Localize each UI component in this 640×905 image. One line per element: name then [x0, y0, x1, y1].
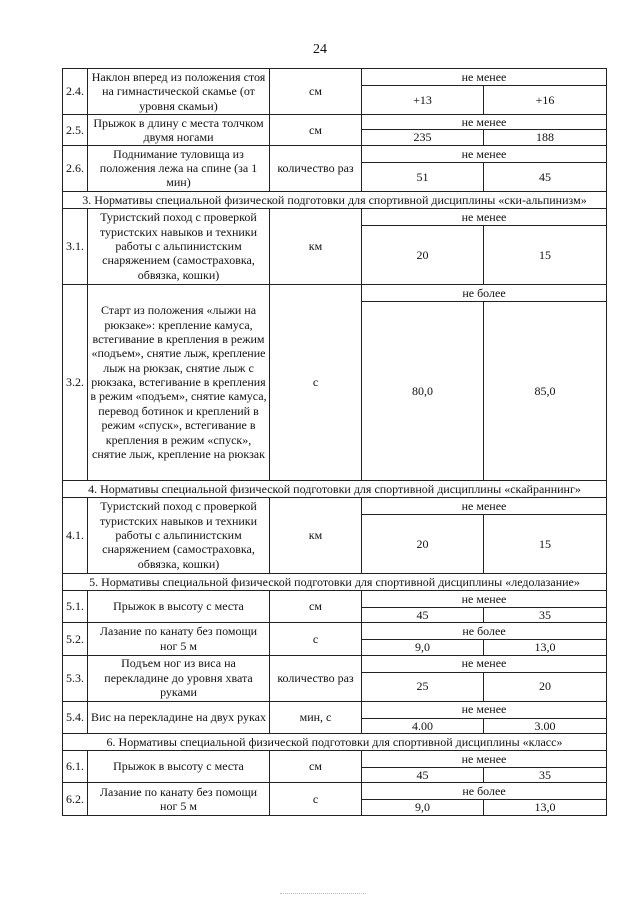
table-row	[63, 623, 607, 640]
value-male: 20	[362, 514, 484, 573]
section-row	[63, 733, 607, 750]
norm-header: не менее	[362, 115, 607, 130]
table-row	[63, 783, 607, 800]
value-female: +16	[484, 86, 607, 115]
unit: мин, с	[270, 701, 362, 733]
table-row	[63, 750, 607, 767]
table-row	[63, 284, 607, 301]
value-female: 35	[484, 607, 607, 622]
norms-table	[62, 68, 607, 816]
value-female: 188	[484, 130, 607, 145]
norm-header: не более	[362, 783, 607, 800]
value-male: 45	[362, 767, 484, 782]
value-female: 15	[484, 225, 607, 284]
test-name: Туристский поход с проверкой туристских навыков и техники работы с альпинистским снаряжением (самостраховка, обвязка, кошки)	[88, 208, 270, 284]
unit: км	[270, 497, 362, 573]
unit: см	[270, 750, 362, 782]
norm-header: не менее	[362, 208, 607, 225]
test-name: Старт из положения «лыжи на рюкзаке»: крепление камуса, встегивание в крепления в режим «подъем», снятие лыж, крепление лыж на рюкзак, снятие лыж с рюкзака, встегивание в крепления в режим «подъем», снятие камуса, перевод ботинок и креплений в режим «спуск», встегивание в крепления в режим «спуск», снятие лыж, крепление на рюкзак	[88, 284, 270, 480]
test-name: Туристский поход с проверкой туристских навыков и техники работы с альпинистским снаряжением (самостраховка, обвязка, кошки)	[88, 497, 270, 573]
item-number: 3.2.	[63, 284, 88, 480]
norm-header: не менее	[362, 497, 607, 514]
value-female: 20	[484, 672, 607, 701]
value-female: 3.00	[484, 718, 607, 733]
value-male: 235	[362, 130, 484, 145]
norm-header: не менее	[362, 590, 607, 607]
table-row	[63, 701, 607, 718]
table-row	[63, 497, 607, 514]
test-name: Прыжок в высоту с места	[88, 750, 270, 782]
table-row	[63, 115, 607, 130]
norm-header: не менее	[362, 701, 607, 718]
value-male: 80,0	[362, 301, 484, 480]
item-number: 3.1.	[63, 208, 88, 284]
test-name: Лазание по канату без помощи ног 5 м	[88, 623, 270, 655]
section-title: 4. Нормативы специальной физической подготовки для спортивной дисциплины «скайраннинг»	[63, 480, 607, 497]
value-male: 51	[362, 162, 484, 191]
table-row	[63, 145, 607, 162]
test-name: Прыжок в длину с места толчком двумя ногами	[88, 115, 270, 146]
unit: см	[270, 115, 362, 146]
unit: с	[270, 284, 362, 480]
test-name: Наклон вперед из положения стоя на гимнастической скамье (от уровня скамьи)	[88, 69, 270, 115]
test-name: Лазание по канату без помощи ног 5 м	[88, 783, 270, 815]
section-row	[63, 573, 607, 590]
table-row	[63, 590, 607, 607]
value-female: 13,0	[484, 640, 607, 655]
item-number: 2.5.	[63, 115, 88, 146]
unit: с	[270, 783, 362, 815]
scan-artifact	[280, 893, 366, 897]
unit: с	[270, 623, 362, 655]
item-number: 6.1.	[63, 750, 88, 782]
value-male: 45	[362, 607, 484, 622]
test-name: Поднимание туловища из положения лежа на спине (за 1 мин)	[88, 145, 270, 191]
value-male: 20	[362, 225, 484, 284]
unit: см	[270, 590, 362, 622]
norm-header: не более	[362, 623, 607, 640]
item-number: 6.2.	[63, 783, 88, 815]
value-female: 13,0	[484, 800, 607, 815]
value-male: +13	[362, 86, 484, 115]
section-row	[63, 480, 607, 497]
value-male: 9,0	[362, 640, 484, 655]
item-number: 2.4.	[63, 69, 88, 115]
value-male: 25	[362, 672, 484, 701]
section-title: 5. Нормативы специальной физической подготовки для спортивной дисциплины «ледолазание»	[63, 573, 607, 590]
item-number: 5.3.	[63, 655, 88, 701]
table-row	[63, 69, 607, 86]
norm-header: не более	[362, 284, 607, 301]
norm-header: не менее	[362, 655, 607, 672]
section-title: 3. Нормативы специальной физической подготовки для спортивной дисциплины «ски-альпинизм»	[63, 191, 607, 208]
unit: количество раз	[270, 145, 362, 191]
item-number: 5.2.	[63, 623, 88, 655]
value-female: 85,0	[484, 301, 607, 480]
unit: количество раз	[270, 655, 362, 701]
section-title: 6. Нормативы специальной физической подготовки для спортивной дисциплины «класс»	[63, 733, 607, 750]
test-name: Вис на перекладине на двух руках	[88, 701, 270, 733]
section-row	[63, 191, 607, 208]
value-female: 45	[484, 162, 607, 191]
item-number: 4.1.	[63, 497, 88, 573]
norm-header: не менее	[362, 750, 607, 767]
value-female: 35	[484, 767, 607, 782]
unit: км	[270, 208, 362, 284]
norm-header: не менее	[362, 69, 607, 86]
item-number: 2.6.	[63, 145, 88, 191]
page-number: 24	[313, 42, 327, 57]
item-number: 5.1.	[63, 590, 88, 622]
table-row	[63, 208, 607, 225]
norm-header: не менее	[362, 145, 607, 162]
unit: см	[270, 69, 362, 115]
test-name: Прыжок в высоту с места	[88, 590, 270, 622]
item-number: 5.4.	[63, 701, 88, 733]
table-row	[63, 655, 607, 672]
value-female: 15	[484, 514, 607, 573]
value-male: 9,0	[362, 800, 484, 815]
test-name: Подъем ног из виса на перекладине до уровня хвата руками	[88, 655, 270, 701]
value-male: 4.00	[362, 718, 484, 733]
